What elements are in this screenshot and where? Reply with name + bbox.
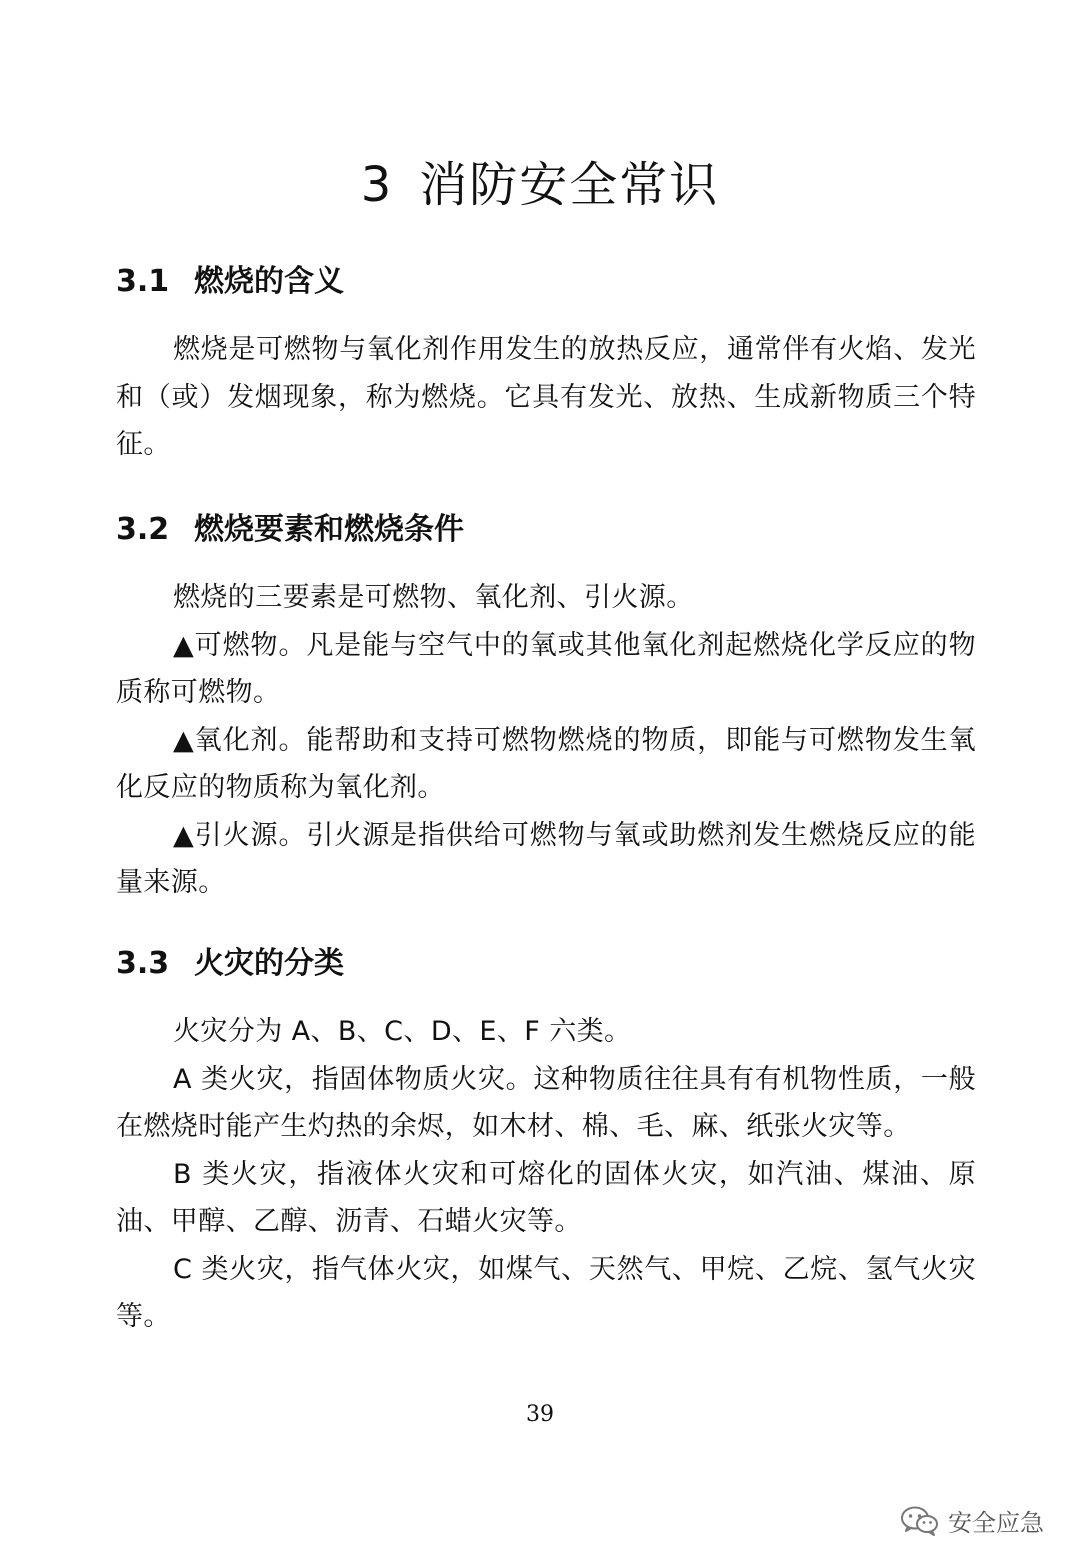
- section-number: 3.1: [116, 264, 170, 299]
- chapter-number: 3: [360, 157, 394, 213]
- section-number: 3.2: [116, 512, 170, 547]
- section-3-1: [116, 260, 976, 469]
- paragraph: ▲引火源。引火源是指供给可燃物与氧或助燃剂发生燃烧反应的能量来源。: [116, 819, 976, 898]
- paragraph: ▲可燃物。凡是能与空气中的氧或其他氧化剂起燃烧化学反应的物质称可燃物。: [116, 629, 976, 708]
- section-heading: [116, 942, 976, 986]
- section-3-3: [116, 942, 976, 1341]
- watermark: [900, 1503, 1044, 1538]
- paragraph: B 类火灾，指液体火灾和可熔化的固体火灾，如汽油、煤油、原油、甲醇、乙醇、沥青、石蜡火灾等。: [116, 1158, 976, 1237]
- paragraph: ▲氧化剂。能帮助和支持可燃物燃烧的物质，即能与可燃物发生氧化反应的物质称为氧化剂。: [116, 724, 976, 803]
- chapter-title-text: 消防安全常识: [419, 157, 720, 213]
- section-heading: [116, 508, 976, 552]
- paragraph: 火灾分为 A、B、C、D、E、F 六类。: [173, 1016, 632, 1047]
- paragraph: A 类火灾，指固体物质火灾。这种物质往往具有有机物性质，一般在燃烧时能产生灼热的余烬，如木材、棉、毛、麻、纸张火灾等。: [116, 1063, 976, 1142]
- watermark-text: 安全应急: [948, 1509, 1044, 1537]
- section-heading: [116, 260, 976, 304]
- wechat-icon: [900, 1505, 940, 1537]
- paragraph: 燃烧的三要素是可燃物、氧化剂、引火源。: [173, 582, 694, 613]
- page-number: 39: [526, 1402, 554, 1427]
- section-3-2: [116, 508, 976, 907]
- section-title: 燃烧的含义: [194, 264, 344, 299]
- section-title: 燃烧要素和燃烧条件: [194, 512, 464, 547]
- section-number: 3.3: [116, 946, 170, 981]
- section-title: 火灾的分类: [194, 946, 344, 981]
- paragraph: 燃烧是可燃物与氧化剂作用发生的放热反应，通常伴有火焰、发光和（或）发烟现象，称为燃烧。它具有发光、放热、生成新物质三个特征。: [116, 334, 976, 460]
- chapter-title: [0, 150, 1080, 220]
- paragraph: C 类火灾，指气体火灾，如煤气、天然气、甲烷、乙烷、氢气火灾等。: [116, 1253, 976, 1332]
